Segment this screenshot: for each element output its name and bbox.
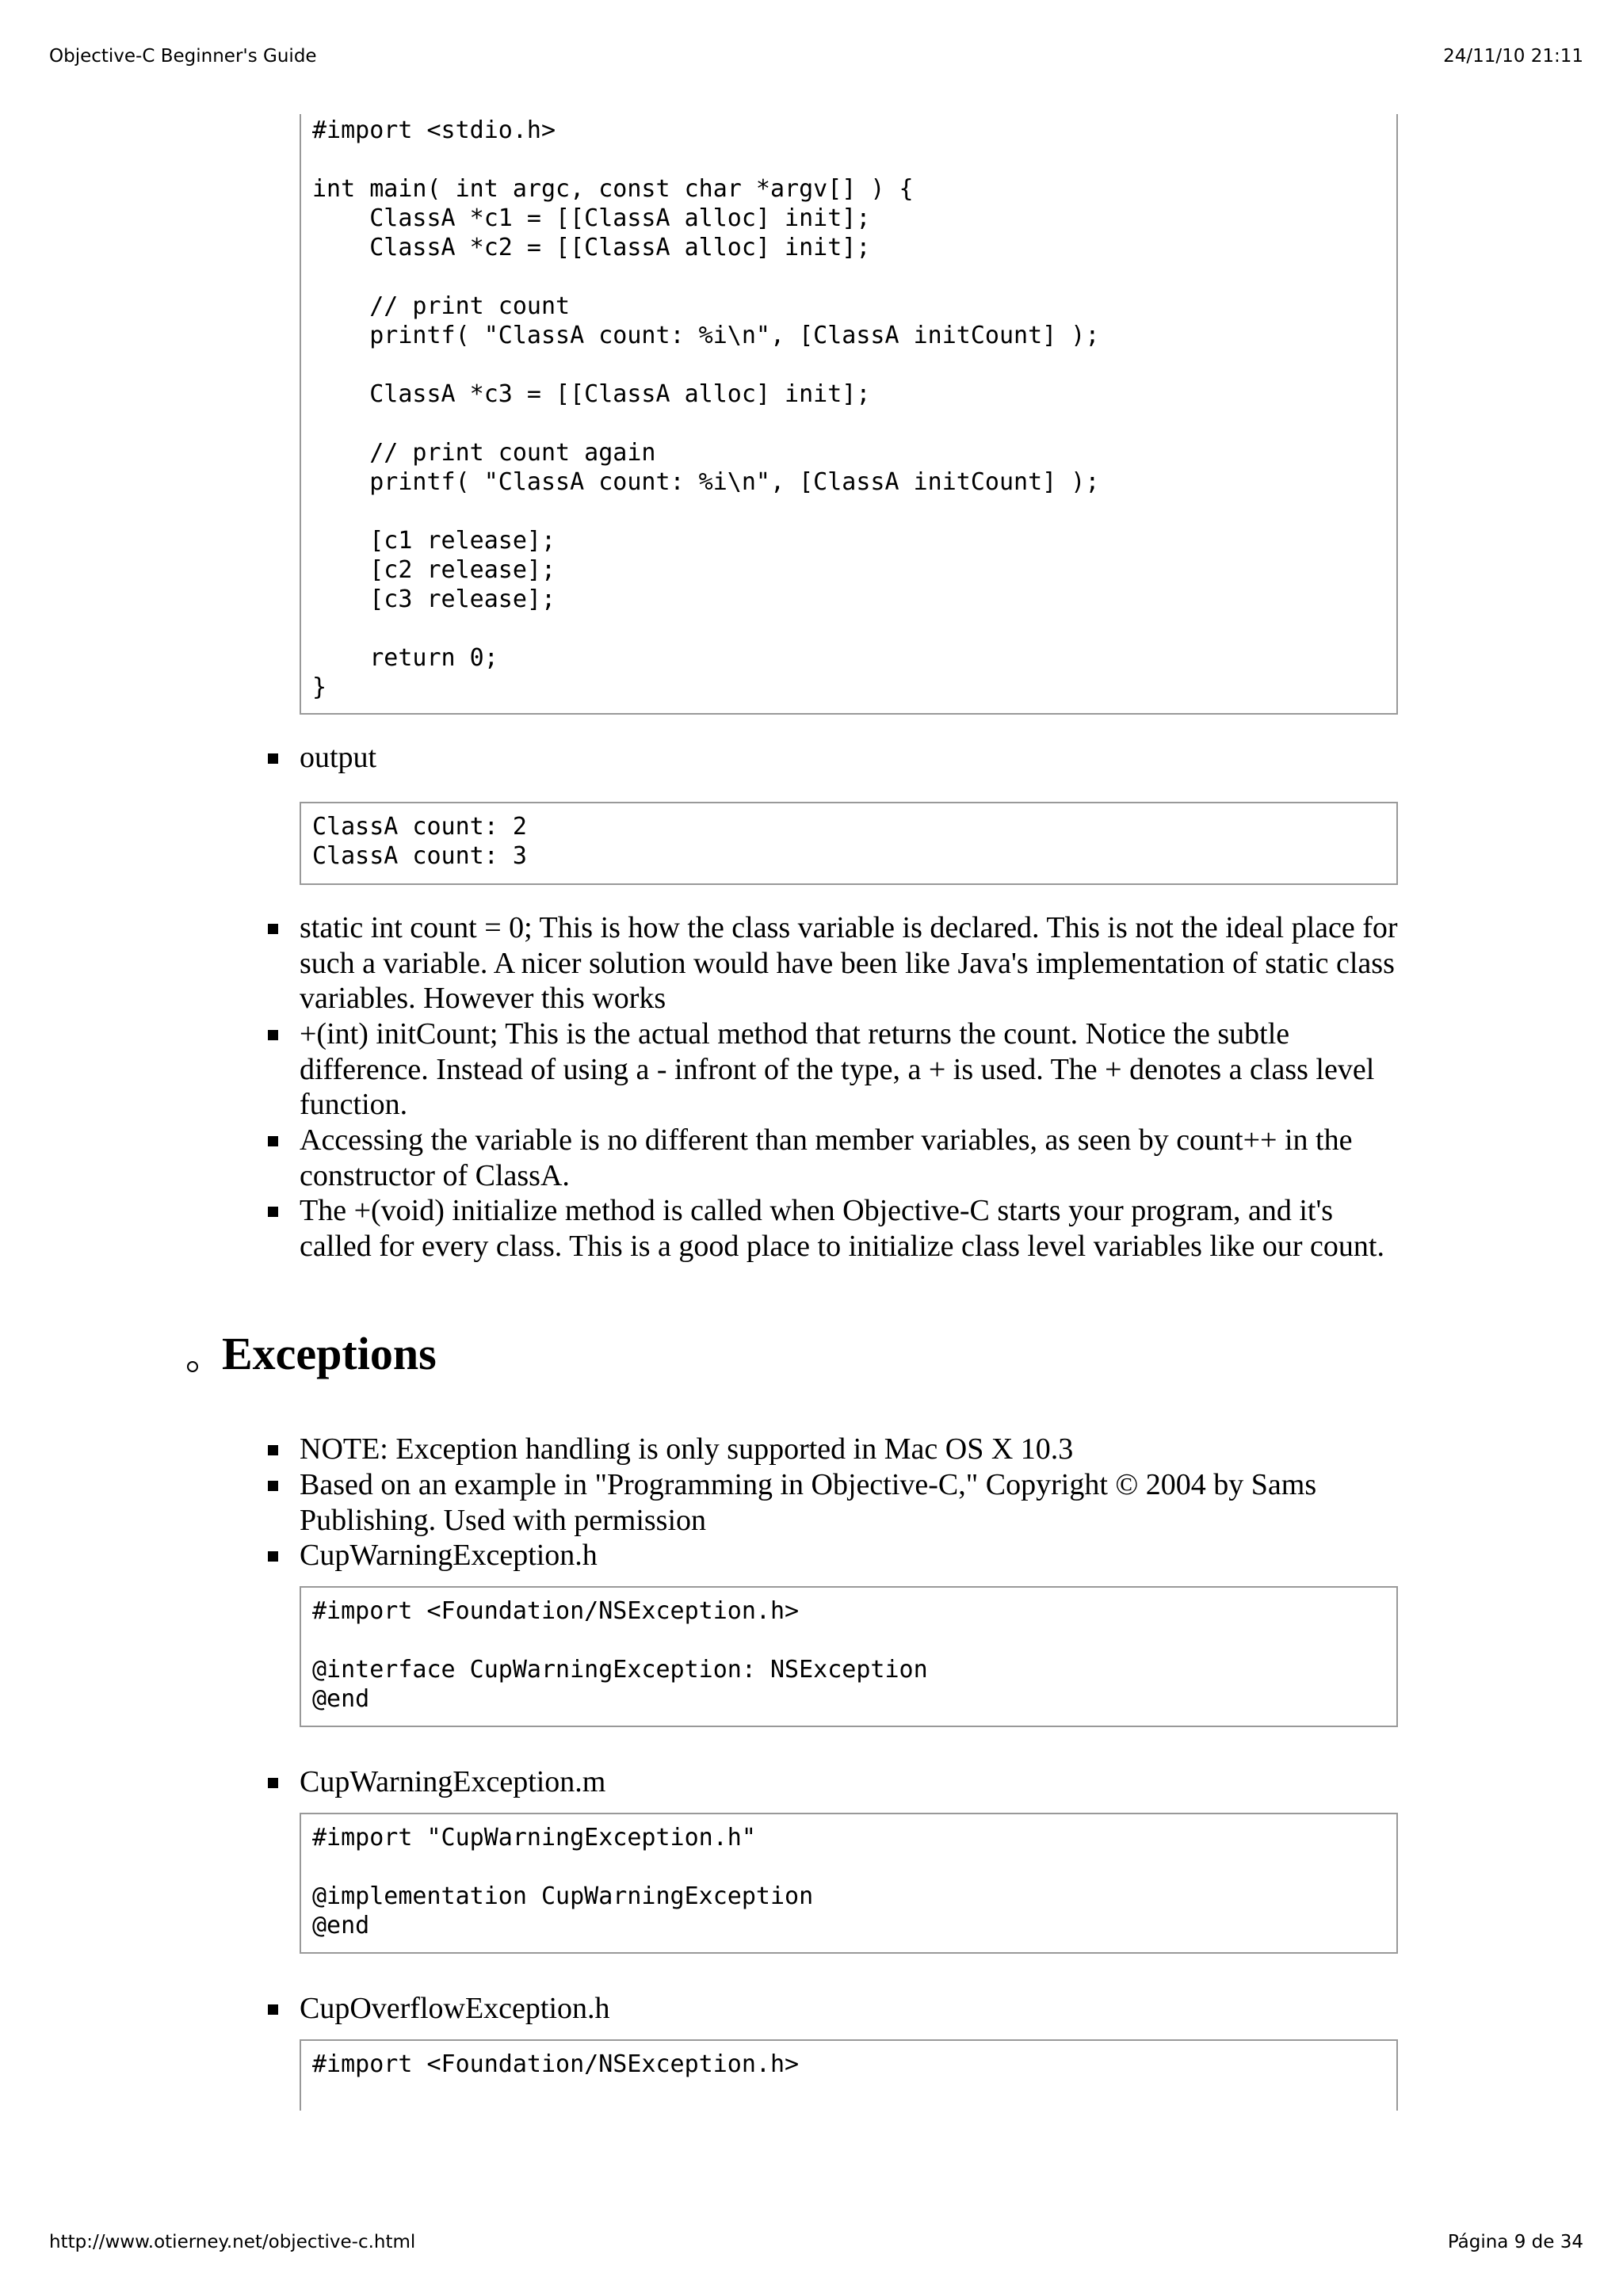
bullet-marker <box>268 924 278 934</box>
code-line: ClassA count: 2 <box>312 813 527 841</box>
note-item: static int count = 0; This is how the class variable is declared. This is not the ideal place for such a variable. A nicer solution would have been like Java's implementation of static class variables. However this works <box>300 911 1398 1015</box>
code-line <box>312 497 1385 526</box>
code-block-main <box>300 114 1398 715</box>
code-block-cup-warning-h <box>300 1586 1398 1727</box>
circle-bullet-icon <box>187 1361 198 1372</box>
exception-note-item: NOTE: Exception handling is only supported in Mac OS X 10.3 <box>300 1432 1074 1466</box>
code-line: #import "CupWarningException.h" <box>312 1824 756 1852</box>
section-heading: Exceptions <box>222 1328 437 1379</box>
code-line: ClassA *c3 = [[ClassA alloc] init]; <box>312 380 871 408</box>
bullet-marker <box>268 1136 278 1146</box>
code-line: int main( int argc, const char *argv[] ) { <box>312 175 914 203</box>
code-line: @end <box>312 1912 370 1939</box>
page-footer-url: http://www.otierney.net/objective-c.html <box>49 2232 416 2252</box>
bullet-marker <box>268 1030 278 1040</box>
code-line <box>312 409 1385 438</box>
code-line: printf( "ClassA count: %i\n", [ClassA initCount] ); <box>312 468 1100 496</box>
bullet-marker <box>268 1778 278 1788</box>
code-line: // print count again <box>312 439 656 467</box>
code-block-cup-overflow-h <box>300 2039 1398 2111</box>
code-line: ClassA count: 3 <box>312 842 527 870</box>
cup-overflow-h-label: CupOverflowException.h <box>300 1992 610 2025</box>
code-block-output <box>300 802 1398 885</box>
code-line: [c1 release]; <box>312 527 556 555</box>
bullet-marker <box>268 2004 278 2015</box>
code-line: ClassA *c1 = [[ClassA alloc] init]; <box>312 204 871 232</box>
code-line: @end <box>312 1685 370 1713</box>
code-line: #import <Foundation/NSException.h> <box>312 2050 800 2078</box>
exception-note-item: Based on an example in "Programming in Objective-C," Copyright © 2004 by Sams Publishing. Used with permission <box>300 1468 1317 1537</box>
bullet-marker <box>268 1445 278 1455</box>
page-header-datetime: 24/11/10 21:11 <box>1443 46 1583 67</box>
page-footer-page-number: Página 9 de 34 <box>1447 2232 1583 2252</box>
note-item: The +(void) initialize method is called when Objective-C starts your program, and it's called for every class. This is a good place to initialize class level variables like our count. <box>300 1194 1384 1263</box>
cup-warning-m-label: CupWarningException.m <box>300 1765 606 1798</box>
bullet-marker <box>268 1481 278 1491</box>
page-header-title: Objective-C Beginner's Guide <box>49 46 317 67</box>
code-line <box>312 145 1385 174</box>
code-line: [c2 release]; <box>312 556 556 584</box>
code-line: @implementation CupWarningException <box>312 1882 814 1910</box>
exception-note-item: CupWarningException.h <box>300 1539 598 1572</box>
code-block-cup-warning-m <box>300 1813 1398 1954</box>
code-line <box>312 1852 1385 1882</box>
output-label: output <box>300 741 377 774</box>
code-line: // print count <box>312 292 571 320</box>
note-item: Accessing the variable is no different than member variables, as seen by count++ in the constructor of ClassA. <box>300 1123 1353 1192</box>
code-line: [c3 release]; <box>312 585 556 613</box>
bullet-marker <box>268 753 278 764</box>
code-line <box>312 350 1385 379</box>
code-line: ClassA *c2 = [[ClassA alloc] init]; <box>312 234 871 261</box>
note-item: +(int) initCount; This is the actual method that returns the count. Notice the subtle difference. Instead of using a - infront of the type, a + is used. The + denotes a class level function. <box>300 1017 1375 1121</box>
code-line <box>312 262 1385 292</box>
bullet-marker <box>268 1207 278 1217</box>
code-line <box>312 614 1385 643</box>
bullet-marker <box>268 1551 278 1562</box>
code-line: @interface CupWarningException: NSException <box>312 1656 928 1684</box>
code-line: #import <Foundation/NSException.h> <box>312 1597 800 1625</box>
code-line: printf( "ClassA count: %i\n", [ClassA initCount] ); <box>312 322 1100 349</box>
code-line: } <box>312 673 327 701</box>
code-line <box>312 1626 1385 1655</box>
code-line: return 0; <box>312 644 498 672</box>
code-line: #import <stdio.h> <box>312 116 556 144</box>
